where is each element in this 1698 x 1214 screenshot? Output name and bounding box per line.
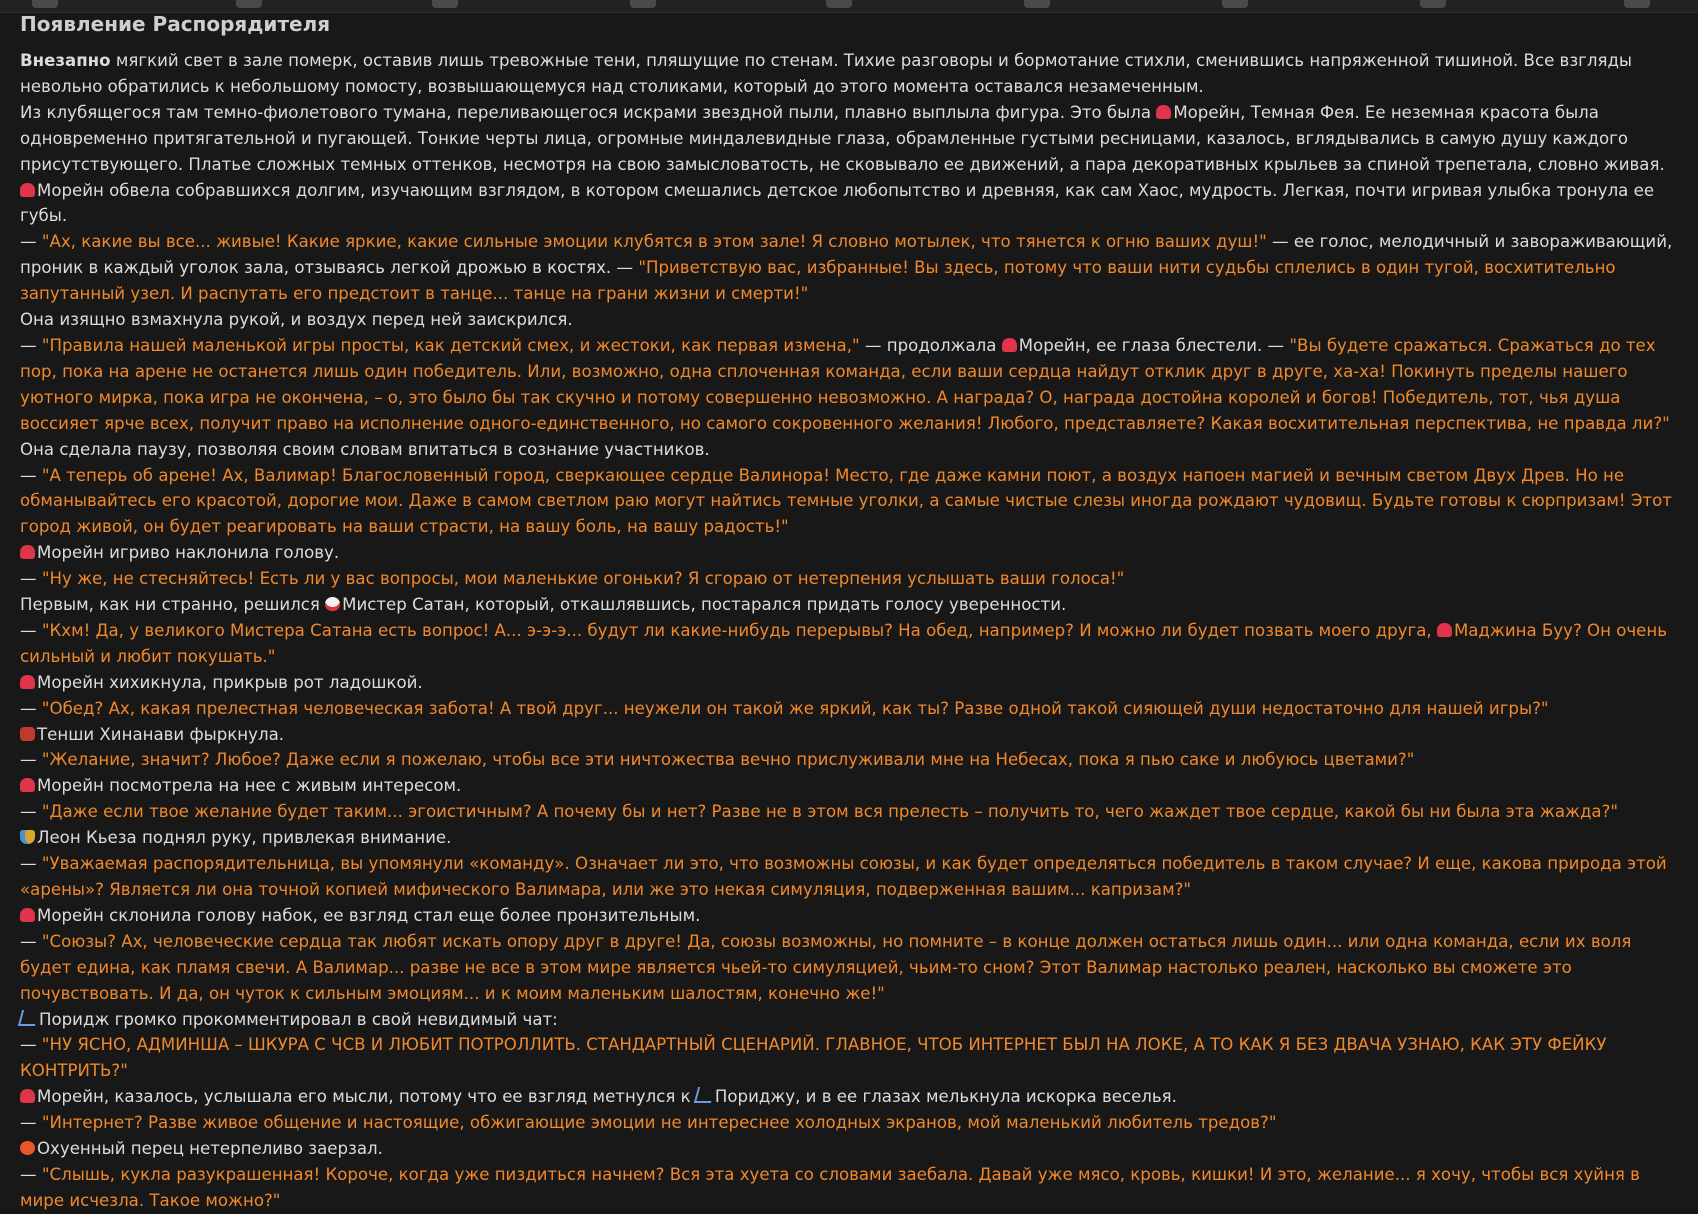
character-card-icon[interactable]	[1624, 0, 1650, 8]
quote: "А теперь об арене! Ах, Валимар! Благословенный город, сверкающее сердце Валинора! Место, где даже камни поют, а воздух напоен магией и вечным светом Двух Древ. Но не обманывайтесь его красотой, дорогие мои. Даже в самом светлом раю могут найтись темные уголки, а самые чистые слезы иногда рождают чудовищ. Будьте готовы к сюрпризам! Этот город живой, он будет реагировать на ваши страсти, на вашу боль, на вашу радость!"	[20, 465, 1672, 537]
heart-icon	[20, 908, 35, 922]
theater-mask-icon	[20, 830, 35, 844]
quote: "Ну же, не стесняйтесь! Есть ли у вас вопросы, мои маленькие огоньки? Я сгораю от нетерпения услышать ваши голоса!"	[41, 569, 1125, 589]
paragraph: — "Обед? Ах, какая прелестная человеческая забота! А твой друг... неужели он такой же яркий, как ты? Разве одной такой сияющей души недостаточно для нашей игры?"	[20, 698, 1549, 718]
heart-icon	[1002, 338, 1017, 352]
pin-icon[interactable]	[236, 0, 262, 8]
paragraph: Морейн, казалось, услышала его мысли, потому что ее взгляд метнулся к Пориджу, и в ее глазах мелькнула искорка веселья.	[20, 1084, 1684, 1110]
paragraph: Морейн склонила голову набок, ее взгляд стал еще более пронзительным.	[20, 903, 1684, 929]
paragraph: — "Кхм! Да, у великого Мистера Сатана есть вопрос! А... э-э-э... будут ли какие-нибудь перерывы? На обед, например? И можно ли будет позвать моего друга, Маджина Буу? Он очень сильный и любит покушать."	[20, 620, 1668, 666]
paragraph: — "Союзы? Ах, человеческие сердца так любят искать опору друг в друге! Да, союзы возможны, но помните – в конце должен остаться лишь один... или одна команда, если их воля будет едина, как пламя свечи. А Валимар... разве не все в этом мире является чьей-то симуляцией, чьим-то сном? Этот Валимар настолько реален, насколько вы сможете это почувствовать. И да, он чуток к сильным эмоциям... и к моим маленьким шалостям, конечно же!"	[20, 931, 1632, 1003]
users-icon[interactable]	[432, 0, 458, 8]
heart-icon	[20, 675, 35, 689]
clown-icon	[325, 597, 340, 611]
paragraph: — "Даже если твое желание будет таким... эгоистичным? А почему бы и нет? Разве не в этом вся прелесть – получить то, чего жаждет твое сердце, какой бы ни была эта жажда?"	[20, 802, 1619, 822]
paragraph: — "Ну же, не стесняйтесь! Есть ли у вас вопросы, мои маленькие огоньки? Я сгораю от нетерпения услышать ваши голоса!"	[20, 569, 1125, 589]
quote: "Кхм! Да, у великого Мистера Сатана есть вопрос! А... э-э-э... будут ли какие-нибудь перерывы? На обед, например? И можно ли будет позвать моего друга,	[41, 620, 1437, 640]
quote: "Слышь, кукла разукрашенная! Короче, когда уже пиздиться начнем? Вся эта хуета со словами заебала. Давай уже мясо, кровь, кишки! И это, желание... я хочу, чтобы вся хуйня в мире исчезла. Такое можно?"	[20, 1164, 1640, 1210]
info-icon[interactable]	[1420, 0, 1446, 8]
quote: Маджина Буу? Он очень сильный и любит покушать."	[20, 620, 1668, 666]
scooter-icon	[18, 1010, 39, 1026]
settings-icon[interactable]	[32, 0, 58, 8]
heart-icon	[20, 778, 35, 792]
quote: "Вы будете сражаться. Сражаться до тех пор, пока на арене не останется лишь один победитель. Или, возможно, одна сплоченная команда, если ваши сердца найдут отклик друг в друге, ха-ха! Покинуть пределы нашего уютного мирка, пока игра не окончена, – о, это было бы так скучно и потому совершенно невозможно. А награда? О, награда достойна королей и богов! Победитель, тот, чья душа воссияет ярче всех, получит право на исполнение одного-единственного, но самого сокровенного желания! Любого, представляете? Какая восхитительная перспектива, не правда ли?"	[20, 335, 1670, 433]
paragraph: — "Желание, значит? Любое? Даже если я пожелаю, чтобы все эти ничтожества вечно прислуживали мне на Небесах, пока я пью саке и любуюсь цветами?"	[20, 750, 1415, 770]
heart-icon	[1437, 623, 1452, 637]
paragraph: — "Слышь, кукла разукрашенная! Короче, когда уже пиздиться начнем? Вся эта хуета со словами заебала. Давай уже мясо, кровь, кишки! И это, желание... я хочу, чтобы вся хуйня в мире исчезла. Такое можно?"	[20, 1164, 1640, 1210]
quote: "Обед? Ах, какая прелестная человеческая забота! А твой друг... неужели он такой же яркий, как ты? Разве одной такой сияющей души недостаточно для нашей игры?"	[41, 698, 1549, 718]
quote: "Интернет? Разве живое общение и настоящие, обжигающие эмоции не интереснее холодных экранов, мой маленький любитель тредов?"	[41, 1113, 1277, 1133]
chat-icon[interactable]	[630, 0, 656, 8]
paragraph: Морейн игриво наклонила голову.	[20, 540, 1684, 566]
paragraph: Леон Кьеза поднял руку, привлекая внимание.	[20, 825, 1684, 851]
paragraph: Морейн хихикнула, прикрыв рот ладошкой.	[20, 670, 1684, 696]
heart-icon	[20, 545, 35, 559]
quote: "Уважаемая распорядительница, вы упомянули «команду». Означает ли это, что возможны союзы, и как будет определяться победитель в таком случае? И еще, какова природа этой «арены»? Является ли она точной копией мифического Валимара, или же это некая симуляция, подверженная вашим... капризам?"	[20, 854, 1667, 899]
background-icon[interactable]	[1024, 0, 1050, 8]
paragraph: Морейн посмотрела на нее с живым интересом.	[20, 773, 1684, 799]
paragraph: Внезапно мягкий свет в зале померк, оставив лишь тревожные тени, пляшущие по стенам. Тихие разговоры и бормотание стихли, сменившись напряженной тишиной. Все взгляды невольно обратились к небольшому помосту, возвышающемуся над столиками, который до этого момента оставался незамеченным.	[20, 51, 1633, 96]
explosion-icon	[20, 1141, 35, 1155]
paragraph: Из клубящегося там темно-фиолетового тумана, переливающегося искрами звездной пыли, плавно выплыла фигура. Это была Морейн, Темная Фея. Ее неземная красота была одновременно притягательной и пугающей. Тонкие черты лица, огромные миндалевидные глаза, обрамленные густыми ресницами, казалось, вглядывались в самую душу каждого присутствующего. Платье сложных темных оттенков, несмотря на свою замысловатость, не сковывало ее движений, а пара декоративных крыльев за спиной трепетала, словно живая.	[20, 102, 1665, 174]
paragraph: — "Ах, какие вы все... живые! Какие яркие, какие сильные эмоции клубятся в этом зале! Я словно мотылек, что тянется к огню ваших душ!" — ее голос, мелодичный и завораживающий, проник в каждый уголок зала, отзываясь легкой дрожью в костях. — "Приветствую вас, избранные! Вы здесь, потому что ваши нити судьбы сплелись в один тугой, восхитительно запутанный узел. И распутать его предстоит в танце... танце на грани жизни и смерти!"	[20, 232, 1673, 304]
extensions-icon[interactable]	[826, 0, 852, 8]
book-icon[interactable]	[1222, 0, 1248, 8]
paragraph: Поридж громко прокомментировал в свой невидимый чат:	[20, 1007, 1684, 1033]
paragraph: Морейн обвела собравшихся долгим, изучающим взглядом, в котором смешались детское любопытство и древняя, как сам Хаос, мудрость. Легкая, почти игривая улыбка тронула ее губы.	[20, 180, 1655, 226]
paragraph: — "Интернет? Разве живое общение и настоящие, обжигающие эмоции не интереснее холодных экранов, мой маленький любитель тредов?"	[20, 1113, 1277, 1133]
message-title: Появление Распорядителя	[20, 12, 331, 36]
heart-icon	[20, 1089, 35, 1103]
heart-icon	[20, 183, 35, 197]
quote: "Ах, какие вы все... живые! Какие яркие, какие сильные эмоции клубятся в этом зале! Я словно мотылек, что тянется к огню ваших душ!"	[41, 232, 1267, 252]
quote: "Приветствую вас, избранные! Вы здесь, потому что ваши нити судьбы сплелись в один тугой, восхитительно запутанный узел. И распутать его предстоит в танце... танце на грани жизни и смерти!"	[20, 258, 1616, 304]
quote: "НУ ЯСНО, АДМИНША – ШКУРА С ЧСВ И ЛЮБИТ ПОТРОЛЛИТЬ. СТАНДАРТНЫЙ СЦЕНАРИЙ. ГЛАВНОЕ, ЧТОБ ИНТЕРНЕТ БЫЛ НА ЛОКЕ, А ТО КАК Я БЕЗ ДВАЧА УЗНАЮ, КАК ЭТУ ФЕЙКУ КОНТРИТЬ?"	[20, 1035, 1607, 1081]
paragraph: Она сделала паузу, позволяя своим словам впитаться в сознание участников.	[20, 439, 710, 459]
paragraph: Охуенный перец нетерпеливо заерзал.	[20, 1136, 1684, 1162]
paragraph: Первым, как ни странно, решился Мистер Сатан, который, откашлявшись, постарался придать голосу уверенности.	[20, 595, 1067, 615]
scooter-icon	[694, 1087, 715, 1103]
quote: "Союзы? Ах, человеческие сердца так любят искать опору друг в друге! Да, союзы возможны, но помните – в конце должен остаться лишь один... или одна команда, если их воля будет едина, как пламя свечи. А Валимар... разве не все в этом мире является чьей-то симуляцией, чьим-то сном? Этот Валимар настолько реален, насколько вы сможете это почувствовать. И да, он чуток к сильным эмоциям... и к моим маленьким шалостям, конечно же!"	[20, 931, 1632, 1003]
paragraph: Она изящно взмахнула рукой, и воздух перед ней заискрился.	[20, 310, 573, 330]
quote: "Правила нашей маленькой игры просты, как детский смех, и жестоки, как первая измена,"	[41, 335, 860, 355]
paragraph: — "Уважаемая распорядительница, вы упомянули «команду». Означает ли это, что возможны союзы, и как будет определяться победитель в таком случае? И еще, какова природа этой «арены»? Является ли она точной копией мифического Валимара, или же это некая симуляция, подверженная вашим... капризам?"	[20, 854, 1667, 899]
quote: "Даже если твое желание будет таким... эгоистичным? А почему бы и нет? Разве не в этом вся прелесть – получить то, чего жаждет твое сердце, какой бы ни была эта жажда?"	[41, 802, 1619, 822]
chat-message	[20, 10, 1684, 1214]
heart-icon	[1156, 105, 1171, 119]
oni-icon	[20, 727, 35, 741]
paragraph: — "НУ ЯСНО, АДМИНША – ШКУРА С ЧСВ И ЛЮБИТ ПОТРОЛЛИТЬ. СТАНДАРТНЫЙ СЦЕНАРИЙ. ГЛАВНОЕ, ЧТОБ ИНТЕРНЕТ БЫЛ НА ЛОКЕ, А ТО КАК Я БЕЗ ДВАЧА УЗНАЮ, КАК ЭТУ ФЕЙКУ КОНТРИТЬ?"	[20, 1035, 1607, 1081]
paragraph: — "Правила нашей маленькой игры просты, как детский смех, и жестоки, как первая измена," — продолжала Морейн, ее глаза блестели. — "Вы будете сражаться. Сражаться до тех пор, пока на арене не останется лишь один победитель. Или, возможно, одна сплоченная команда, если ваши сердца найдут отклик друг в друге, ха-ха! Покинуть пределы нашего уютного мирка, пока игра не окончена, – о, это было бы так скучно и потому совершенно невозможно. А награда? О, награда достойна королей и богов! Победитель, тот, чья душа воссияет ярче всех, получит право на исполнение одного-единственного, но самого сокровенного желания! Любого, представляете? Какая восхитительная перспектива, не правда ли?"	[20, 335, 1670, 433]
paragraph: — "А теперь об арене! Ах, Валимар! Благословенный город, сверкающее сердце Валинора! Место, где даже камни поют, а воздух напоен магией и вечным светом Двух Древ. Но не обманывайтесь его красотой, дорогие мои. Даже в самом светлом раю могут найтись темные уголки, а самые чистые слезы иногда рождают чудовищ. Будьте готовы к сюрпризам! Этот город живой, он будет реагировать на ваши страсти, на вашу боль, на вашу радость!"	[20, 465, 1672, 537]
paragraph: Тенши Хинанави фыркнула.	[20, 722, 1684, 748]
quote: "Желание, значит? Любое? Даже если я пожелаю, чтобы все эти ничтожества вечно прислуживали мне на Небесах, пока я пью саке и любуюсь цветами?"	[41, 750, 1415, 770]
